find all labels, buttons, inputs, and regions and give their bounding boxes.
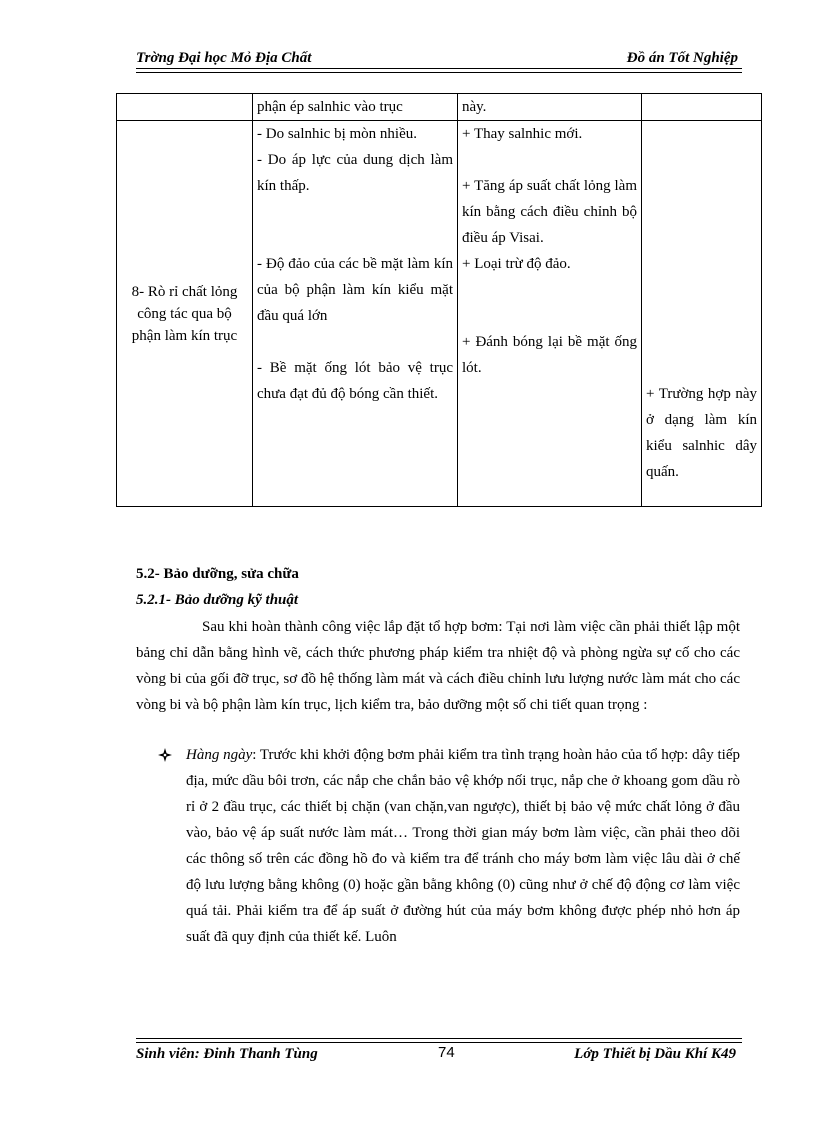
note-cell [642, 121, 762, 507]
remedy-item: + Thay salnhic mới. [462, 126, 583, 142]
diamond-bullet-icon [158, 742, 176, 768]
table-row [117, 121, 762, 507]
cause-item: - Do salnhic bị mòn nhiều. [257, 126, 417, 142]
footer-rule [136, 1042, 742, 1043]
fault-name-cell: 8- Rò rỉ chất lỏng công tác qua bộ phận làm kín trục [117, 121, 253, 507]
section-title: 5.2- Bảo dưỡng, sửa chữa [136, 566, 299, 582]
cause-item: - Do áp lực của dung dịch làm kín thấp. [257, 152, 453, 194]
table-cell: phận ép salnhic vào trục [253, 94, 458, 121]
footer-student: Sinh viên: Đinh Thanh Tùng [136, 1046, 318, 1062]
header-rule-thin [136, 72, 742, 73]
remedy-item: + Đánh bóng lại bề mặt ống lót. [462, 334, 637, 376]
body-paragraph: Sau khi hoàn thành công việc lắp đặt tổ hợp bơm: Tại nơi làm việc cần phải thiết lập một bảng chỉ dẫn bằng hình vẽ, cách thức phương pháp kiểm tra nhiệt độ và phòng ngừa sự cố cho các vòng bi của gối đỡ trục, sơ đồ hệ thống làm mát và cách điều chỉnh lưu lượng nước làm mát cho các vòng bi và bộ phận làm kín trục, lịch kiểm tra, bảo dưỡng một số chi tiết quan trọng : [136, 619, 740, 713]
table-cell [117, 94, 253, 121]
remedy-item: + Loại trừ độ đảo. [462, 256, 571, 272]
bullet-text [186, 742, 740, 950]
header-university: Trờng Đại học Mỏ Địa Chất [136, 50, 312, 66]
troubleshooting-table [116, 93, 762, 507]
page-header [136, 48, 742, 68]
cause-cell [253, 121, 458, 507]
remedy-cell [458, 121, 642, 507]
header-thesis-label: Đồ án Tốt Nghiệp [626, 50, 738, 66]
bullet-body: : Trước khi khởi động bơm phải kiểm tra tình trạng hoàn hảo của tổ hợp: dây tiếp địa, mức dầu bôi trơn, các nắp che chắn bảo vệ khớp nối trục, nắp che ở khoang gom dầu rò rỉ ở 2 đầu trục, các thiết bị chặn (van chặn,van ngược), thiết bị bảo vệ mức chất lỏng ở đầu vào, bảo vệ áp suất nước làm mát… Trong thời gian máy bơm làm việc, cần phải theo dõi các thông số trên các đồng hồ đo và kiểm tra để tránh cho máy bơm làm việc lâu dài ở chế độ lưu lượng bằng không (0) hoặc gần bằng không (0) cũng như ở chế độ động cơ làm việc quá tải. Phải kiểm tra để áp suất ở đường hút của máy bơm không được phép nhỏ hơn áp suất đã quy định của thiết kế. Luôn [186, 747, 740, 945]
table-row [117, 94, 762, 121]
page-footer [136, 1046, 742, 1068]
bullet-lead: Hàng ngày [186, 747, 253, 763]
remedy-item: + Tăng áp suất chất lỏng làm kín bằng cách điều chỉnh bộ điều áp Visai. [462, 178, 637, 246]
footer-rule-thin [136, 1038, 742, 1039]
page-number: 74 [438, 1044, 455, 1061]
table-cell [642, 94, 762, 121]
subsection-title: 5.2.1- Bảo dưỡng kỹ thuật [136, 592, 299, 608]
note-item: + Trường hợp này ở dạng làm kín kiểu salnhic dây quấn. [646, 386, 757, 480]
table-cell: này. [458, 94, 642, 121]
cause-item: - Độ đảo của các bề mặt làm kín của bộ phận làm kín kiểu mặt đầu quá lớn [257, 256, 453, 324]
cause-item: - Bề mặt ống lót bảo vệ trục chưa đạt đủ độ bóng cần thiết. [257, 360, 453, 402]
footer-class: Lớp Thiết bị Dầu Khí K49 [574, 1046, 736, 1062]
header-rule [136, 68, 742, 69]
